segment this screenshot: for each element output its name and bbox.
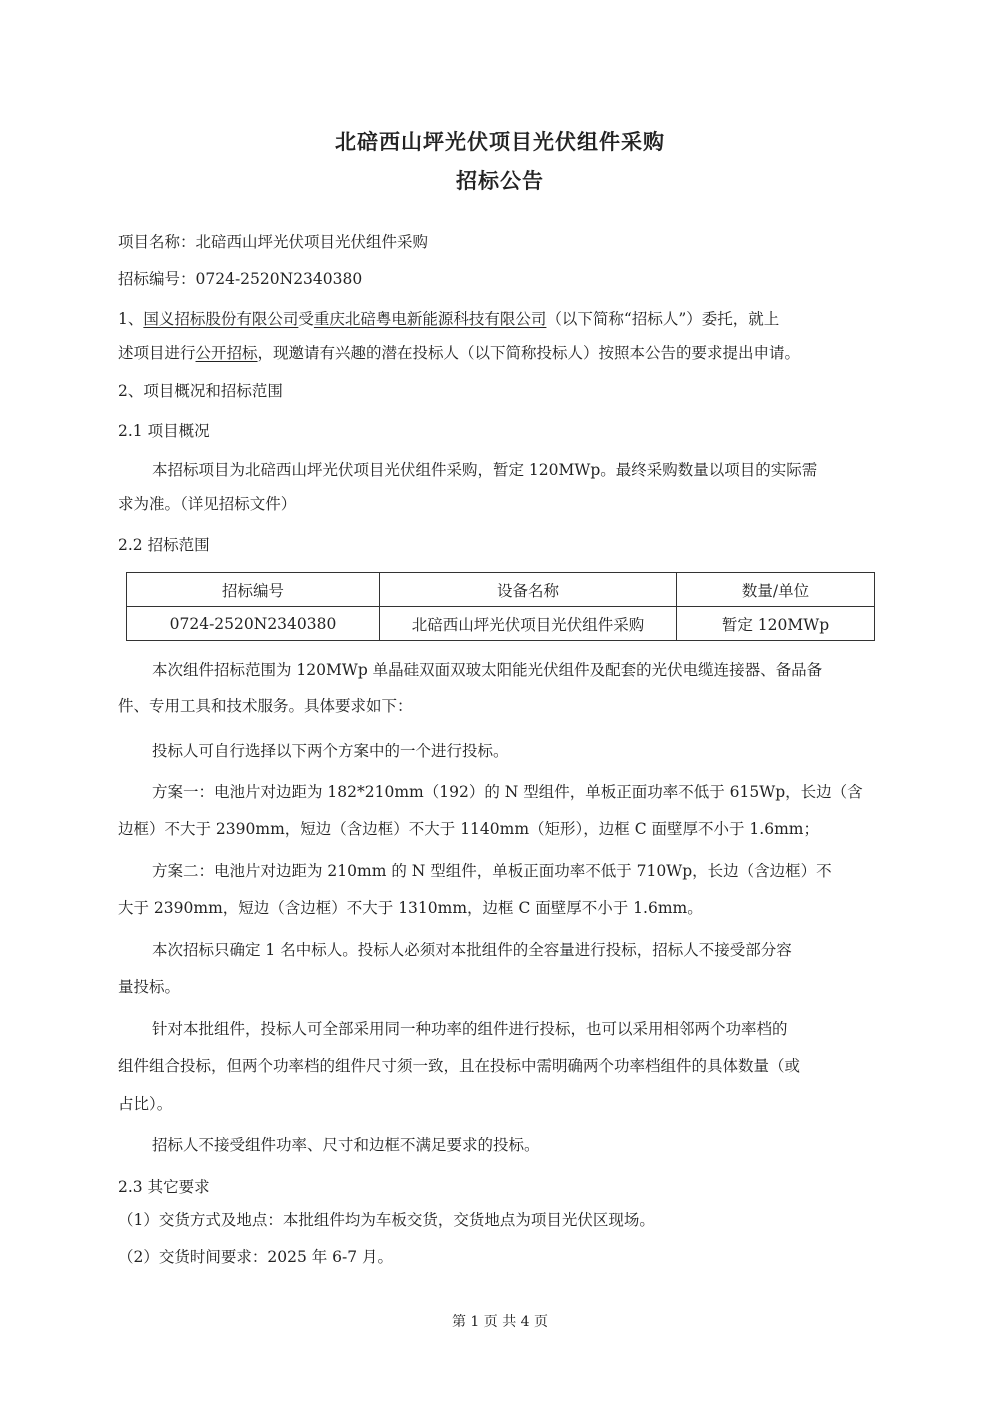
scope-table bbox=[126, 572, 875, 641]
table-header-row bbox=[127, 573, 875, 607]
section-2-3-heading: 2.3 其它要求 bbox=[118, 1178, 210, 1196]
section-1-mid: 受 bbox=[298, 310, 314, 328]
section-1-line-2 bbox=[118, 343, 883, 363]
winner-line-2: 量投标。 bbox=[118, 978, 181, 996]
document-subtitle: 招标公告 bbox=[456, 168, 544, 193]
section-2-1-heading: 2.1 项目概况 bbox=[118, 422, 210, 440]
section-1-tail: （以下简称“招标人”）委托，就上 bbox=[546, 310, 780, 328]
power-line-3: 占比）。 bbox=[118, 1095, 173, 1113]
plan-1-line-2: 边框）不大于 2390mm，短边（含边框）不大于 1140mm（矩形），边框 C 面壁厚不小于 1.6mm； bbox=[118, 820, 819, 838]
table-header-cell: 招标编号 bbox=[127, 573, 380, 607]
project-name: 项目名称：北碚西山坪光伏项目光伏组件采购 bbox=[118, 233, 429, 251]
table-header-cell: 设备名称 bbox=[380, 573, 677, 607]
client-name: 重庆北碚粤电新能源科技有限公司 bbox=[313, 310, 547, 328]
overview-line-1: 本招标项目为北碚西山坪光伏项目光伏组件采购，暂定 120MWp。最终采购数量以项目的实际需 bbox=[152, 461, 818, 479]
page-footer: 第 1 页 共 4 页 bbox=[451, 1314, 549, 1330]
requirement-2: （2）交货时间要求：2025 年 6-7 月。 bbox=[118, 1248, 394, 1266]
requirement-1: （1）交货方式及地点：本批组件均为车板交货，交货地点为项目光伏区现场。 bbox=[118, 1211, 655, 1229]
section-1-line2-a: 述项目进行 bbox=[118, 344, 196, 362]
table-row bbox=[127, 607, 875, 641]
plan-2-line-2: 大于 2390mm，短边（含边框）不大于 1310mm，边框 C 面壁厚不小于 1.6mm。 bbox=[118, 899, 703, 917]
section-1-prefix: 1、 bbox=[118, 310, 144, 328]
table-cell: 暂定 120MWp bbox=[677, 607, 875, 641]
section-1-line2-b: ，现邀请有兴趣的潜在投标人（以下简称投标人）按照本公告的要求提出申请。 bbox=[257, 344, 801, 362]
power-line-2: 组件组合投标，但两个功率档的组件尺寸须一致，且在投标中需明确两个功率档组件的具体数量（或 bbox=[118, 1057, 801, 1075]
reject-text: 招标人不接受组件功率、尺寸和边框不满足要求的投标。 bbox=[152, 1136, 540, 1154]
plan-1-line-1: 方案一：电池片对边距为 182*210mm（192）的 N 型组件，单板正面功率不低于 615Wp，长边（含 bbox=[152, 783, 863, 801]
procurement-method: 公开招标 bbox=[195, 344, 258, 362]
section-2-heading: 2、项目概况和招标范围 bbox=[118, 382, 283, 400]
choose-plan-text: 投标人可自行选择以下两个方案中的一个进行投标。 bbox=[152, 742, 509, 760]
table-cell: 0724-2520N2340380 bbox=[127, 607, 380, 641]
document-title: 北碚西山坪光伏项目光伏组件采购 bbox=[335, 129, 665, 154]
scope-line-1: 本次组件招标范围为 120MWp 单晶硅双面双玻太阳能光伏组件及配套的光伏电缆连接器、备品备 bbox=[152, 661, 823, 679]
agency-name: 国义招标股份有限公司 bbox=[143, 310, 299, 328]
section-2-2-heading: 2.2 招标范围 bbox=[118, 536, 210, 554]
overview-line-2: 求为准。（详见招标文件） bbox=[118, 495, 297, 513]
scope-line-2: 件、专用工具和技术服务。具体要求如下： bbox=[118, 697, 413, 715]
power-line-1: 针对本批组件，投标人可全部采用同一种功率的组件进行投标，也可以采用相邻两个功率档的 bbox=[152, 1020, 788, 1038]
table-cell: 北碚西山坪光伏项目光伏组件采购 bbox=[380, 607, 677, 641]
winner-line-1: 本次招标只确定 1 名中标人。投标人必须对本批组件的全容量进行投标，招标人不接受部分容 bbox=[152, 941, 792, 959]
bid-number: 招标编号：0724-2520N2340380 bbox=[118, 270, 363, 288]
plan-2-line-1: 方案二：电池片对边距为 210mm 的 N 型组件，单板正面功率不低于 710Wp，长边（含边框）不 bbox=[152, 862, 832, 880]
section-1-line-1 bbox=[118, 309, 883, 329]
table-header-cell: 数量/单位 bbox=[677, 573, 875, 607]
